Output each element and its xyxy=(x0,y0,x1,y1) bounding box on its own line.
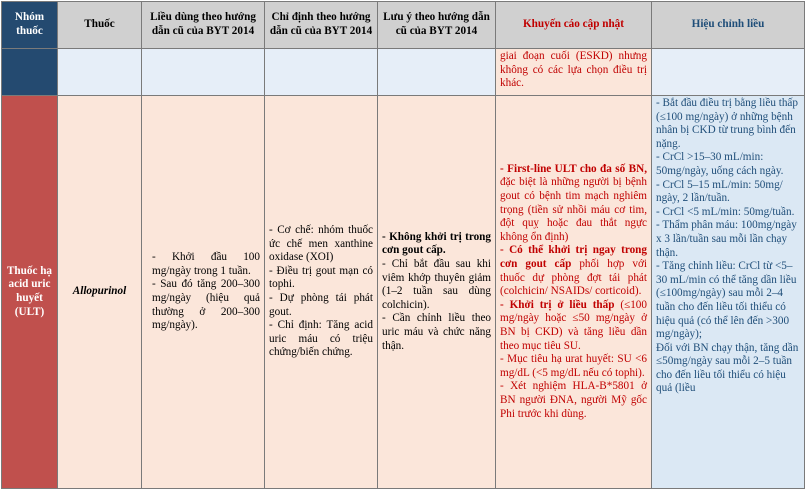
drug-table xyxy=(1,1,805,489)
indication-line: - Cơ chế: nhóm thuốc ức chế men xanthine oxidase (XOI) xyxy=(269,224,373,264)
recommendation-text: - Mục tiêu hạ urat huyết: SU <6 mg/dL (<5 mg/dL nếu có tophi). xyxy=(500,353,647,379)
recommendation-text: (≤100 mg/ngày hoặc ≤50 mg/ngày ở BN bị CKD) và tăng liều dần theo mục tiêu SU. xyxy=(500,298,647,352)
header-indication-old: Chỉ định theo hướng dẫn cũ của BYT 2014 xyxy=(265,2,378,49)
adjustment-cell xyxy=(652,49,805,96)
notes-line: - Cần chỉnh liều theo uric máu và chức năng thận. xyxy=(382,312,491,352)
recommendation-item xyxy=(500,353,647,380)
header-notes-old: Lưu ý theo hướng dẫn cũ của BYT 2014 xyxy=(378,2,496,49)
recommendation-bold: - First-line ULT cho đa số BN, xyxy=(500,162,647,175)
adjustment-line: - Tăng chỉnh liều: CrCl từ <5–30 mL/min có thể tăng dần liều (≤100mg/ngày) sau mỗi 2–4 tuần cho đến liều tối thiểu có hiệu quả (có thể lên đến >300 mg/ngày); xyxy=(656,260,797,341)
drug-cell xyxy=(58,49,142,96)
recommendation-text: đặc biệt là những người bị bệnh gout có bệnh tim mạch nghiêm trọng (tiền sử nhồi máu cơ tim, đột quỵ hoặc đau thắt ngực không ổn định) xyxy=(500,176,647,243)
notes-line: - Chỉ bắt đầu sau khi viêm khớp thuyên giảm (1–2 tuần sau dùng colchicin). xyxy=(382,258,491,311)
recommendation-bold: - Khởi trị ở liều thấp xyxy=(500,298,615,311)
dosage-cell xyxy=(142,49,265,96)
indication-line: - Dự phòng tái phát gout. xyxy=(269,292,373,318)
adjustment-line: - Bắt đầu điều trị bằng liều thấp (≤100 mg/ngày) ở những bệnh nhân bị CKD từ trung bình đến nặng. xyxy=(656,97,798,150)
header-drug-group: Nhóm thuốc xyxy=(2,2,58,49)
header-updated-recommendation: Khuyến cáo cập nhật xyxy=(496,2,652,49)
indication-line: - Điều trị gout mạn có tophi. xyxy=(269,264,373,291)
recommendation-cell xyxy=(496,96,652,489)
header-dose-adjustment: Hiệu chỉnh liều xyxy=(652,2,805,49)
group-cell xyxy=(2,49,58,96)
indication-cell xyxy=(265,49,378,96)
table-row xyxy=(2,96,805,489)
recommendation-text: - Xét nghiệm HLA-B*5801 ở BN người ĐNA, người Mỹ gốc Phi trước khi dùng. xyxy=(500,380,647,420)
adjustment-line: - Thẩm phân máu: 100mg/ngày x 3 lần/tuần sau mỗi lần chạy thận. xyxy=(656,219,797,259)
indication-cell xyxy=(265,96,378,489)
notes-cell xyxy=(378,96,496,489)
drug-name-cell: Allopurinol xyxy=(58,96,142,489)
header-dosage-old: Liều dùng theo hướng dẫn cũ của BYT 2014 xyxy=(142,2,265,49)
adjustment-line: Đối với BN chạy thận, tăng dần ≤50mg/ngày sau mỗi 2–5 tuần cho đến liều tối thiểu có hiệu quả (liều xyxy=(656,341,799,395)
notes-cell xyxy=(378,49,496,96)
notes-warning: - Không khởi trị trong cơn gout cấp. xyxy=(382,230,491,257)
recommendation-item xyxy=(500,163,647,245)
recommendation-text: phối hợp với thuốc dự phòng đợt tái phát (colchicin/ NSAIDs/ corticoid). xyxy=(500,258,647,298)
header-row xyxy=(2,2,805,49)
recommendation-bold: - Có thể khởi trị ngay trong cơn gout cấp xyxy=(500,244,647,271)
adjustment-line: - CrCl 5–15 mL/min: 50mg/ ngày, 2 lần/tuần. xyxy=(656,178,783,205)
dosage-line: - Sau đó tăng 200–300 mg/ngày (hiệu quả thường ở 200–300 mg/ngày). xyxy=(152,278,260,332)
header-drug: Thuốc xyxy=(58,2,142,49)
drug-group-cell: Thuốc hạ acid uric huyết (ULT) xyxy=(2,96,58,489)
dosage-line: - Khởi đầu 100 mg/ngày trong 1 tuần. xyxy=(152,251,260,277)
table-row xyxy=(2,49,805,96)
recommendation-item xyxy=(500,380,647,421)
adjustment-line: - CrCl <5 mL/min: 50mg/tuần. xyxy=(656,205,795,218)
adjustment-cell xyxy=(652,96,805,489)
dosage-cell xyxy=(142,96,265,489)
recommendation-item xyxy=(500,299,647,353)
indication-line: - Chỉ định: Tăng acid uric máu có triệu chứng/biến chứng. xyxy=(269,319,373,359)
recommendation-item xyxy=(500,244,647,298)
recommendation-cell: giai đoạn cuối (ESKD) nhưng không có các lựa chọn điều trị khác. xyxy=(496,49,652,96)
adjustment-line: - CrCl >15–30 mL/min: 50mg/ngày, uống cách ngày. xyxy=(656,151,784,177)
